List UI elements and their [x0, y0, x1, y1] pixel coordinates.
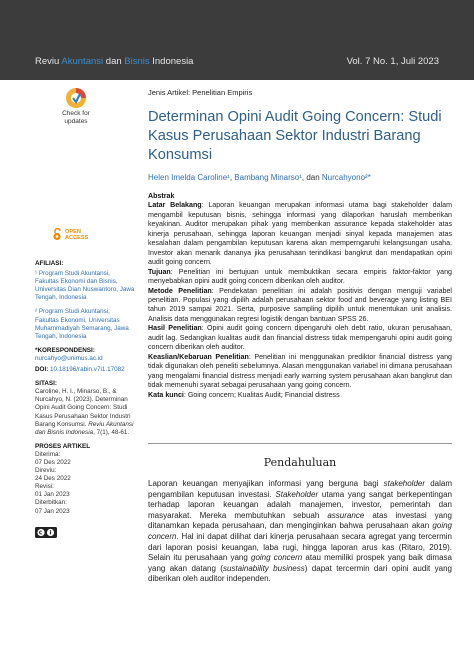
open-access-badge: [52, 228, 88, 241]
journal-name-part: Reviu: [35, 56, 62, 67]
doi-link[interactable]: 10.18196/rabin.v7i1.17082: [50, 366, 125, 374]
intro-italic: going concern: [148, 521, 452, 541]
affiliation-block: [35, 260, 135, 516]
affiliation-1: ¹ Program Studi Akuntansi, Fakultas Ekonomi dan Bisnis, Universitas Dian Nuswantoro, Jawa Tengah, Indonesia: [35, 270, 135, 302]
intro-paragraph: [148, 479, 452, 585]
citation-text: [35, 388, 135, 437]
author-list: [148, 173, 458, 182]
intro-italic: stakeholder: [383, 479, 426, 488]
badge-line: Check for: [62, 110, 90, 117]
affiliation-heading: AFILIASI:: [35, 260, 64, 267]
intro-text: atas investasi yang ditanamkan kepada perusahaan, dan menginginkan bahwa perusahaan akan: [148, 510, 453, 531]
journal-name-part: dan: [103, 56, 125, 67]
author-link[interactable]: Helen Imelda Caroline¹: [148, 173, 230, 182]
abstract-text: : Penelitian ini bertujuan untuk membuktikan secara empiris faktor-faktor yang menyebabkan opini audit going concern diberikan oleh auditor.: [148, 267, 452, 286]
abstract-label: Tujuan: [148, 267, 171, 276]
correspondence-heading: *KORESPONDENSI:: [35, 346, 95, 354]
article-title: Determinan Opini Audit Going Concern: Studi Kasus Perusahaan Sektor Industri Barang Konsumsi: [148, 109, 442, 163]
abstract-label: Latar Belakang: [148, 201, 202, 210]
open-access-icon: [52, 228, 62, 241]
abstract-heading: Abstrak: [148, 192, 175, 200]
author-link[interactable]: Nurcahyono²*: [321, 173, 371, 182]
affiliation-2: ² Program Studi Akuntansi, Fakultas Ekonomi, Universitas Muhammadiyah Semarang, Jawa Tengah, Indonesia: [35, 308, 129, 340]
citation-journal: Reviu Akuntansi dan Bisnis Indonesia: [35, 420, 134, 436]
intro-text: dalam pengambilan keputusan investasi.: [148, 479, 453, 499]
journal-name: [35, 56, 193, 67]
abstract-label: Metode Penelitian: [148, 286, 212, 295]
author-link[interactable]: Bambang Minarso¹: [234, 173, 302, 182]
abstract-text: : Laporan keuangan merupakan informasi utama bagi stakeholder dalam mengambil keputusan bisnis, sehingga informasi yang dilaporkan haruslah memberikan keyakinan. Auditor merupakan pihak yang memberikan assurance kepada stakeholder atas kinerja perusahaan, sehingga laporan keuangan menjadi sinyal kepada manajemen atas kesalahan dalam pengambilan keputusan karena akan memperngaruhi kelangsungan usaha. Investor akan menarik dananya jika perusahaan terindikasi bangkrut dan mendapatkan opini audit going concern.: [148, 201, 453, 267]
abstract-label: Kata kunci: [148, 390, 184, 399]
journal-name-accent: Bisnis: [124, 56, 150, 67]
intro-text: atau memiliki prospek yang baik dimasa yang akan datang (: [148, 553, 452, 573]
received-label: Diterima:: [35, 450, 61, 458]
published-date: 07 Jan 2023: [35, 507, 70, 515]
abstract-text: : Going concern; Kualitas Audit; Financial distress: [183, 390, 340, 399]
open-access-line: OPEN: [65, 228, 81, 235]
abstract-keywords: [148, 391, 452, 400]
author-separator: ,: [229, 173, 235, 182]
issue-info: Vol. 7 No. 1, Juli 2023: [346, 56, 439, 67]
journal-header: [0, 0, 474, 80]
section-divider: [148, 443, 452, 444]
citation-part: , 7(1), 48-61.: [93, 428, 130, 436]
abstract-label: Keaslian/Kebaruan Penelitian: [148, 352, 249, 361]
abstract-purpose: [148, 268, 452, 287]
abstract-results: [148, 324, 452, 352]
article-type: Jenis Artikel: Penelitian Empiris: [148, 88, 253, 97]
section-heading: Pendahuluan: [263, 456, 337, 469]
abstract-originality: [148, 353, 452, 391]
journal-name-accent: Akuntansi: [61, 56, 104, 67]
citation-heading: SITASI:: [35, 380, 57, 388]
process-heading: PROSES ARTIKEL: [35, 442, 91, 450]
creative-commons-license-icon[interactable]: [35, 527, 57, 538]
intro-text: . Hal ini dapat dilihat dari kinerja perusahaan secara agregat yang tercermin dari laporan posisi keuangan, laba rugi, hingga laporan arus kas (Ritaro, 2019). Selain itu perusahaan yang: [148, 531, 452, 563]
intro-italic: going concern: [251, 553, 303, 563]
intro-text: utama yang sangat berkepentingan terhadap laporan keuangan adalah manajemen, investor, pemerintah dan masyarakat. Mereka membutuhkan sebuah: [148, 489, 452, 520]
abstract-method: [148, 287, 452, 325]
abstract: [148, 192, 452, 400]
abstract-label: Hasil Penelitian: [148, 324, 202, 333]
abstract-text: : Pendekatan penelitian ini adalah positivis dengan menguji variabel penelitian. Populasi yang dipilih adalah perusahaan sektor food and beverage yang listing BEI tahun 2019 sampai 2021. Serta, purposive sampling dipilih untuk menentukan unit analisis. Analisis data menggunakan regresi logistik dengan bantuan SPSS 26.: [148, 286, 452, 323]
intro-italic: sustainability business: [222, 563, 305, 573]
intro-italic: Stakeholder: [275, 489, 319, 499]
badge-line: updates: [64, 117, 88, 125]
citation-part: Caroline, H. I., Minarso, B., & Nurcahyo, N. (2023). Determinan Opini Audit Going Concern: Studi Kasus Perusahaan Sektor Industri Barang Konsumsi.: [35, 388, 131, 428]
published-label: Diterbitkan:: [35, 499, 67, 507]
revised-label: Revisi:: [35, 483, 54, 491]
received-date: 07 Des 2022: [35, 458, 71, 466]
correspondence-email[interactable]: nurcahyo@unimus.ac.id: [35, 354, 103, 362]
intro-text: ) dapat tercermin dari opini audit yang diberikan oleh auditor independen.: [148, 563, 453, 584]
check-for-updates-label: [53, 110, 99, 125]
intro-text: Laporan keuangan menyajikan informasi yang berguna bagi: [148, 479, 384, 488]
open-access-line: ACCESS: [65, 234, 89, 241]
doi-label: DOI:: [35, 366, 51, 374]
reviewed-date: 24 Des 2022: [35, 475, 71, 483]
revised-date: 01 Jan 2023: [35, 491, 70, 499]
journal-name-part: Indonesia: [149, 56, 194, 67]
check-for-updates-icon[interactable]: [53, 86, 99, 132]
intro-italic: assurance: [327, 510, 365, 520]
author-separator: , dan: [301, 173, 322, 182]
reviewed-label: Direviu:: [35, 467, 57, 475]
abstract-text: : Opini audit going concern dipengaruhi oleh debt ratio, ukuran perusahaan, audit lag. Sedangkan kualitas audit dan financial distress tidak mempengaruhi opini audit going concern diberikan oleh auditor.: [148, 324, 453, 352]
abstract-background: [148, 201, 452, 267]
doi-line: [35, 366, 135, 374]
abstract-text: : Penelitian ini menggunakan prediktor financial distress yang tidak digunakan oleh peneliti sebelumnya. Alasan menggunakan variabel ini dimana perusahaan yang mengalami financial distress menjadi early warning system perusahaan akan bangkrut dan tidak memenuhi syarat sebagai perusahaan yang going concern.: [148, 352, 452, 390]
